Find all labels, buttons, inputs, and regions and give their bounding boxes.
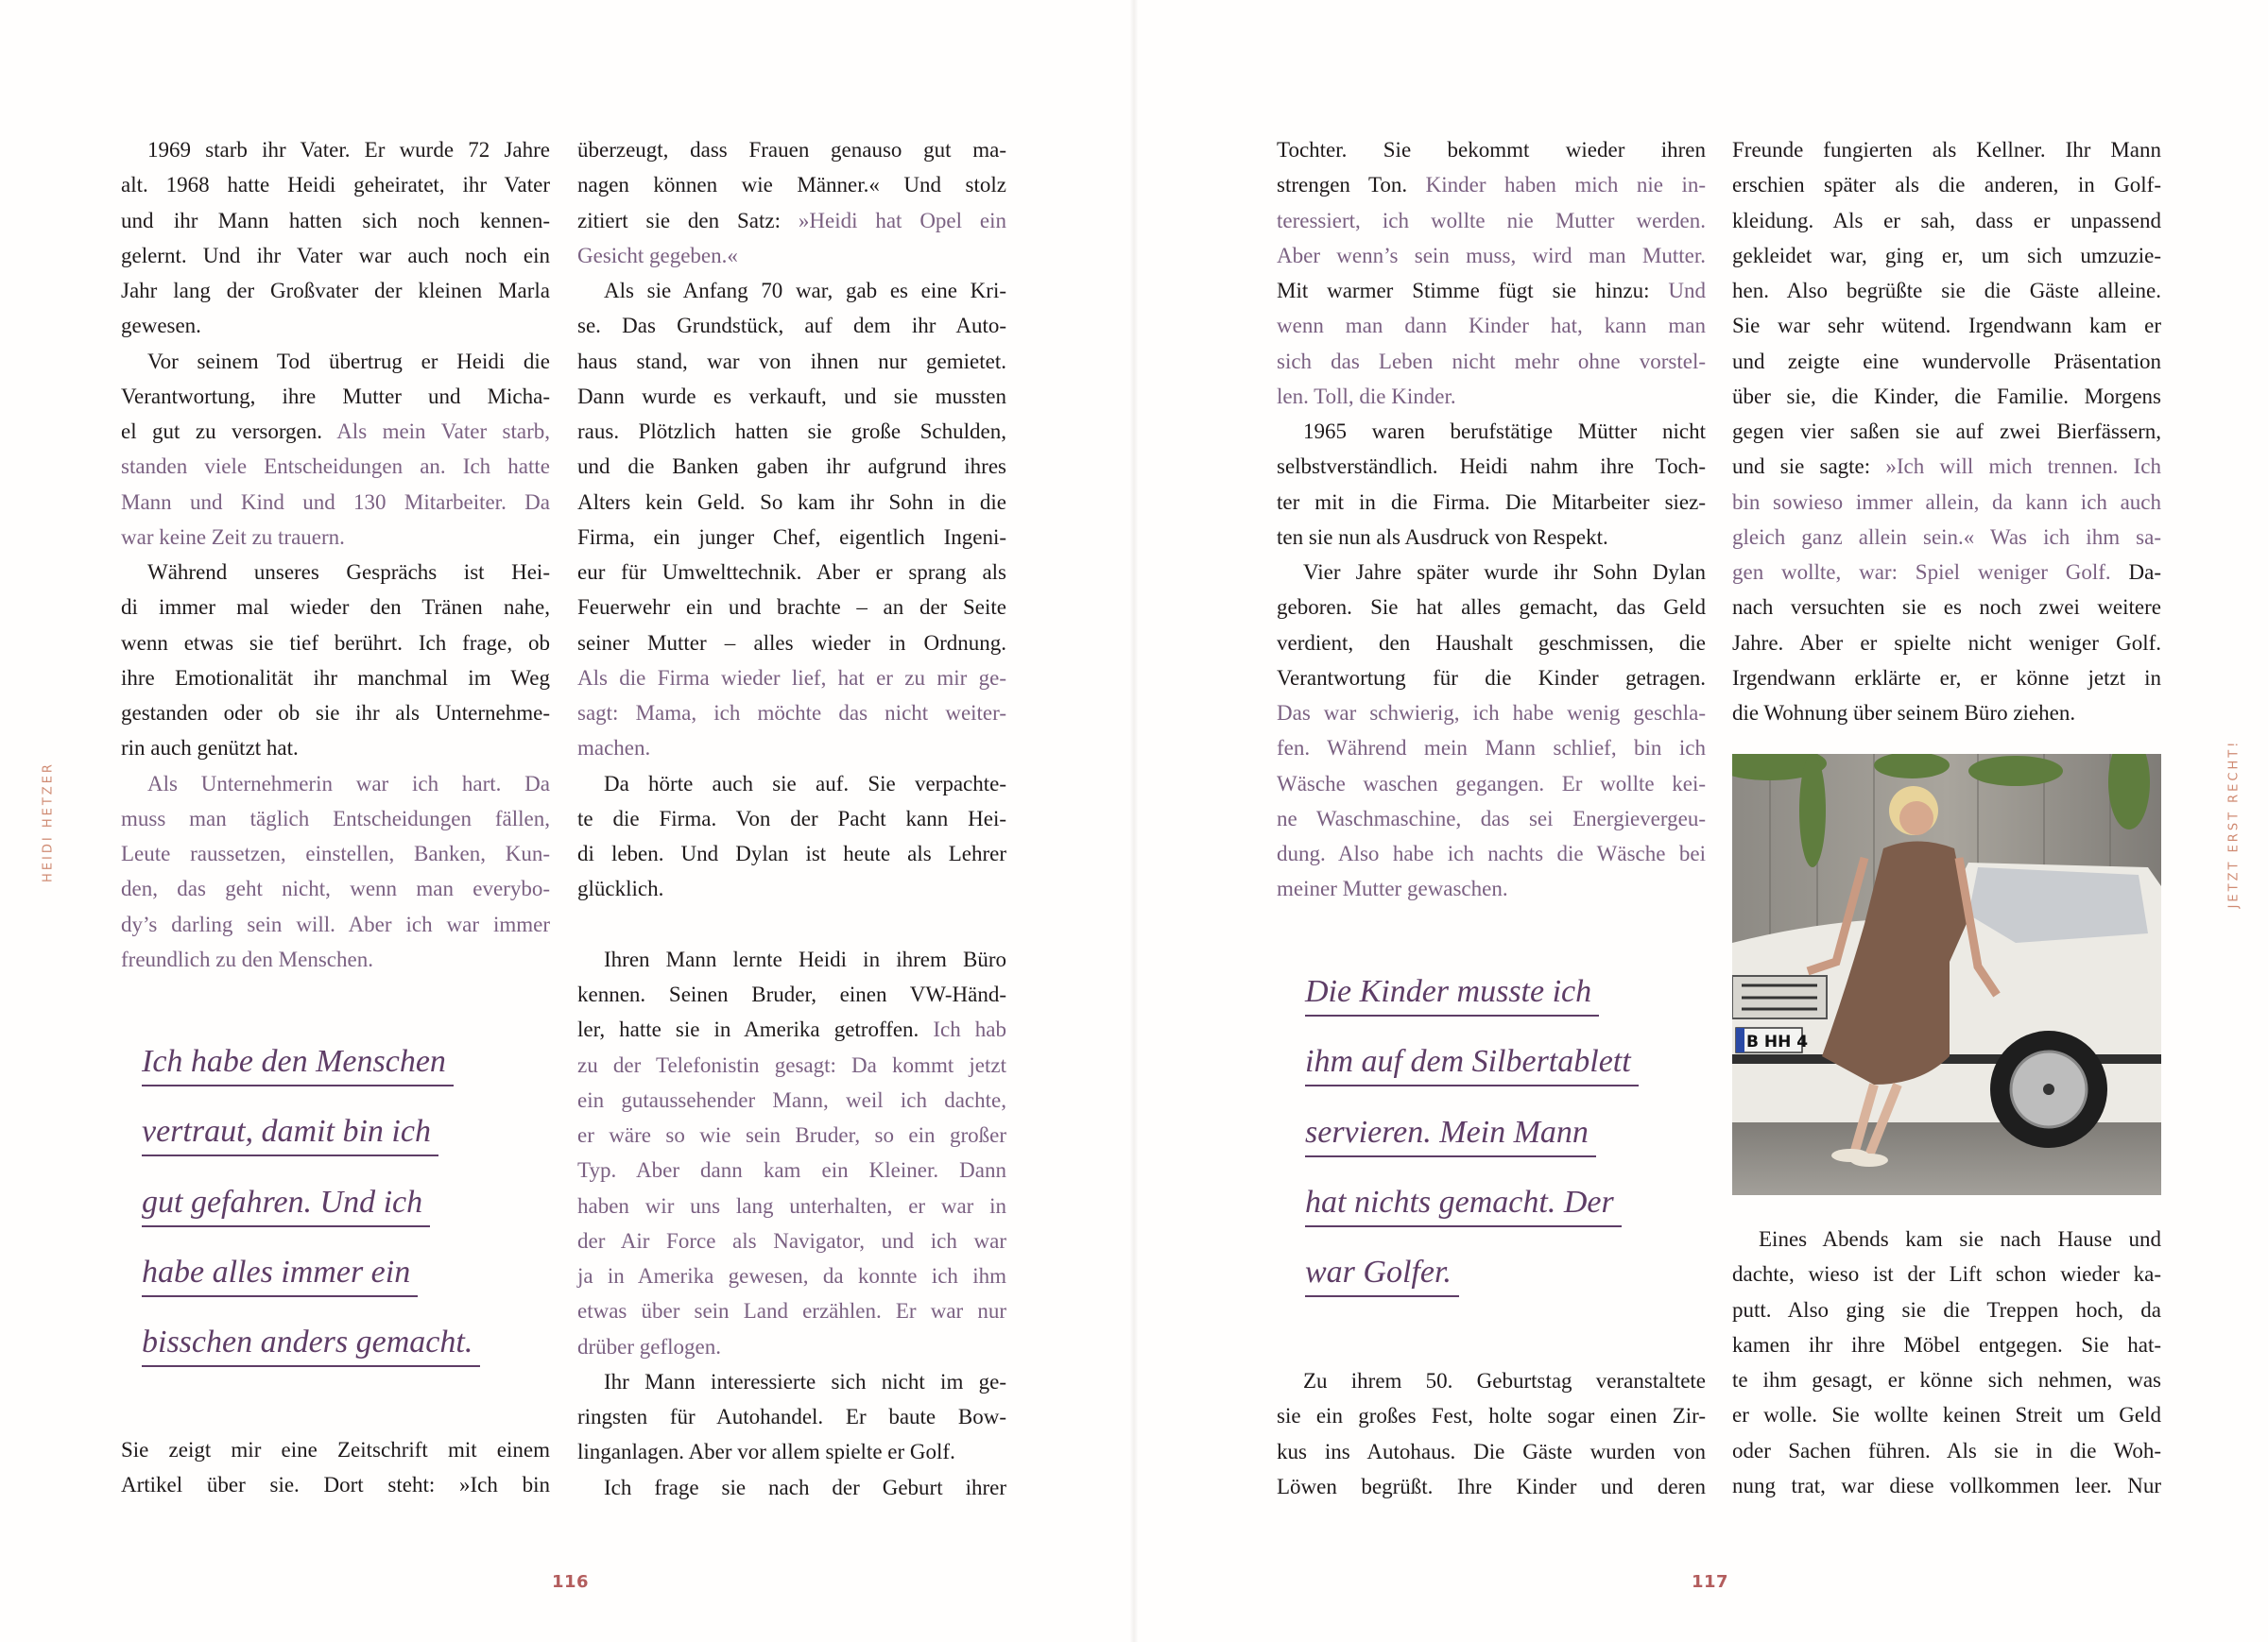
- text-line: [1277, 590, 1706, 624]
- text-line: [121, 1432, 550, 1467]
- pull-quote-text: servieren. Mein Mann: [1305, 1115, 1596, 1157]
- text-line: [577, 344, 1006, 379]
- text-line: [121, 871, 550, 906]
- text-line: [1732, 520, 2161, 555]
- text-line: [121, 555, 550, 590]
- body-text: er wolle. Sie wollte keinen Streit um Geld: [1732, 1403, 2161, 1428]
- text-line: [1277, 485, 1706, 520]
- body-text: verdient, den Haushalt geschmissen, die: [1277, 630, 1706, 655]
- body-text: kamen ihr ihre Möbel entgegen. Sie hat-: [1732, 1332, 2161, 1357]
- photo-image: [1732, 754, 2161, 1195]
- body-text: ringsten für Autohandel. Er baute Bow-: [577, 1405, 1006, 1428]
- body-text: kleidung. Als er sah, dass er unpassend: [1732, 208, 2161, 232]
- quoted-speech: wenn man dann Kinder hat, kann man: [1277, 314, 1706, 338]
- quoted-speech: fen. Während mein Mann schlief, bin ich: [1277, 736, 1706, 761]
- quoted-speech: Das war schwierig, ich habe wenig geschla-: [1277, 701, 1706, 725]
- text-line: [577, 1189, 1006, 1223]
- pull-quote-text: vertraut, damit bin ich: [142, 1114, 438, 1156]
- body-text: Da hörte auch sie auf. Sie verpachte-: [604, 771, 1006, 795]
- text-line: [1732, 1433, 2161, 1468]
- pull-quote-text: Die Kinder musste ich: [1305, 974, 1599, 1017]
- body-text: und sie sagte:: [1732, 454, 1886, 479]
- body-text: geboren. Sie hat alles gemacht, das Geld: [1277, 595, 1706, 620]
- text-line: [577, 1399, 1006, 1434]
- text-line: [577, 836, 1006, 871]
- text-line: [121, 1467, 550, 1502]
- text-line: [577, 520, 1006, 555]
- body-text: Während unseres Gesprächs ist Hei-: [147, 560, 550, 584]
- quoted-speech: »Ich will mich trennen. Ich: [1885, 454, 2161, 479]
- text-line: [1732, 1397, 2161, 1432]
- page-number-left: 116: [552, 1572, 590, 1592]
- body-text: und die Banken gaben ihr aufgrund ihres: [577, 454, 1006, 479]
- text-line: [1732, 485, 2161, 520]
- body-text: ihre Emotionalität ihr manchmal im Weg: [121, 665, 550, 690]
- quoted-speech: sagt: Mama, ich möchte das nicht weiter-: [577, 701, 1006, 725]
- text-line: [121, 942, 550, 977]
- pull-quote-line: [142, 1308, 576, 1377]
- text-line: [1277, 167, 1706, 202]
- text-line: [577, 695, 1006, 730]
- text-line: [121, 695, 550, 730]
- text-line: [1732, 344, 2161, 379]
- body-text: Ich frage sie nach der Geburt ihrer: [604, 1475, 1006, 1499]
- body-text: Sie zeigt mir eine Zeitschrift mit einem: [121, 1438, 550, 1462]
- text-line: [1732, 555, 2161, 590]
- quoted-speech: meiner Mutter gewaschen.: [1277, 877, 1508, 901]
- body-text: kus ins Autohaus. Die Gäste wurden von: [1277, 1439, 1706, 1463]
- text-line: [1277, 871, 1706, 906]
- quoted-speech: Ich hab: [933, 1018, 1007, 1042]
- body-text: Freunde fungierten als Kellner. Ihr Mann: [1732, 138, 2161, 162]
- text-line: [121, 520, 550, 555]
- text-line: [121, 766, 550, 801]
- body-text: Verantwortung, ihre Mutter und Micha-: [121, 384, 550, 408]
- text-line: [1732, 414, 2161, 449]
- photo-heidi-with-car: [1732, 754, 2161, 1195]
- column-3-text: [1277, 132, 1706, 907]
- text-line: [1277, 449, 1706, 484]
- text-line: [121, 132, 550, 167]
- body-text: Verantwortung für die Kinder getragen.: [1277, 665, 1706, 690]
- text-line: [1732, 1222, 2161, 1257]
- text-line: [1732, 238, 2161, 273]
- text-line: [1277, 625, 1706, 660]
- text-line: [577, 942, 1006, 977]
- column-1-text: [121, 132, 550, 977]
- body-text: gekleidet war, ging er, um sich umzuzie-: [1732, 243, 2161, 267]
- body-text: Jahr lang der Großvater der kleinen Marla: [121, 279, 550, 302]
- body-text: nach versuchten sie es noch zwei weitere: [1732, 595, 2161, 620]
- quoted-speech: dy’s darling sein will. Aber ich war immer: [121, 912, 550, 936]
- text-line: [1732, 1468, 2161, 1503]
- body-text: raus. Plötzlich hatten sie große Schulden,: [577, 419, 1006, 443]
- text-line: [121, 308, 550, 343]
- text-line: [1277, 836, 1706, 871]
- text-line: [1277, 1398, 1706, 1433]
- pull-quote-line: [1305, 1238, 1740, 1308]
- text-line: [577, 801, 1006, 836]
- body-text: und ihr Mann hatten sich noch kennen-: [121, 208, 550, 232]
- body-text: Ihren Mann lernte Heidi in ihrem Büro: [604, 947, 1006, 971]
- text-line: [1732, 695, 2161, 730]
- text-line: [1277, 238, 1706, 273]
- quoted-speech: gleich ganz allein sein.« Was ich ihm sa-: [1732, 524, 2161, 549]
- body-text: Feuerwehr ein und brachte – an der Seite: [577, 595, 1006, 620]
- body-text: gegen vier saßen sie auf zwei Bierfässern,: [1732, 419, 2161, 443]
- body-text: Ihr Mann interessierte sich nicht im ge-: [604, 1369, 1006, 1394]
- text-line: [121, 203, 550, 238]
- text-line: [1277, 344, 1706, 379]
- text-line: [1732, 1327, 2161, 1362]
- body-text: alt. 1968 hatte Heidi geheiratet, ihr Vater: [121, 173, 550, 197]
- body-text: kennen. Seinen Bruder, einen VW-Händ-: [577, 983, 1006, 1006]
- body-text: und zeigte eine wundervolle Präsentation: [1732, 349, 2161, 373]
- text-line: [1277, 308, 1706, 343]
- text-line: [577, 485, 1006, 520]
- text-line: [1277, 520, 1706, 555]
- text-line: [577, 1083, 1006, 1118]
- body-text: erschien später als die anderen, in Golf-: [1732, 173, 2161, 197]
- quoted-speech: Mann und Kind und 130 Mitarbeiter. Da: [121, 489, 550, 514]
- quoted-speech: dung. Also habe ich nachts die Wäsche bei: [1277, 842, 1706, 865]
- text-line: [577, 379, 1006, 414]
- column-4-text: [1732, 132, 2161, 730]
- text-line: [1277, 695, 1706, 730]
- body-text: ter mit in die Firma. Die Mitarbeiter siez-: [1277, 489, 1706, 514]
- body-text: putt. Also ging sie die Treppen hoch, da: [1732, 1297, 2161, 1322]
- body-text: te ihm gesagt, er könne sich nehmen, was: [1732, 1368, 2161, 1392]
- blank-line: [577, 907, 1006, 942]
- body-text: gestanden oder ob sie ihr als Unternehme-: [121, 701, 550, 725]
- text-line: [121, 273, 550, 308]
- body-text: Eines Abends kam sie nach Hause und: [1759, 1227, 2161, 1251]
- pull-quote-text: Ich habe den Menschen: [142, 1044, 454, 1086]
- body-text: el gut zu versorgen.: [121, 419, 337, 443]
- quoted-speech: haben wir uns lang unterhalten, er war in: [577, 1193, 1006, 1218]
- quoted-speech: drüber geflogen.: [577, 1334, 721, 1359]
- text-line: [121, 167, 550, 202]
- text-line: [577, 730, 1006, 765]
- text-line: [577, 1434, 1006, 1469]
- pull-quote-text: ihm auf dem Silbertablett: [1305, 1044, 1639, 1086]
- body-text: zitiert sie den Satz:: [577, 208, 799, 232]
- quoted-speech: Und: [1668, 279, 1706, 302]
- text-line: [121, 907, 550, 942]
- quoted-speech: er wäre so wie sein Bruder, so ein großer: [577, 1123, 1006, 1147]
- quoted-speech: zu der Telefonistin gesagt: Da kommt jetzt: [577, 1052, 1006, 1077]
- quoted-speech: muss man täglich Entscheidungen fällen,: [121, 806, 550, 830]
- quoted-speech: Als Unternehmerin war ich hart. Da: [147, 771, 550, 795]
- text-line: [121, 625, 550, 660]
- text-line: [577, 308, 1006, 343]
- text-line: [1277, 801, 1706, 836]
- body-text: Da-: [2110, 560, 2161, 584]
- body-text: gelernt. Und ihr Vater war auch noch ein: [121, 243, 550, 267]
- text-line: [577, 555, 1006, 590]
- body-text: die Wohnung über seinem Büro ziehen.: [1732, 701, 2076, 725]
- body-text: Jahre. Aber er spielte nicht weniger Golf.: [1732, 630, 2161, 655]
- text-line: [577, 449, 1006, 484]
- body-text: eur für Umwelttechnik. Aber er sprang als: [577, 560, 1006, 584]
- pull-quote-2: [1305, 957, 1740, 1308]
- quoted-speech: »Heidi hat Opel ein: [798, 208, 1006, 232]
- text-line: [1277, 730, 1706, 765]
- pull-quote-line: [142, 1097, 576, 1167]
- text-line: [577, 1329, 1006, 1364]
- body-text: 1965 waren berufstätige Mütter nicht: [1303, 419, 1706, 443]
- text-line: [1732, 1257, 2161, 1291]
- body-text: di immer mal wieder den Tränen nahe,: [121, 595, 550, 620]
- pull-quote-text: war Golfer.: [1305, 1255, 1459, 1297]
- quoted-speech: bin sowieso immer allein, da kann ich auch: [1732, 489, 2161, 514]
- text-line: [577, 1118, 1006, 1153]
- pull-quote-line: [142, 1027, 576, 1097]
- body-text: ler, hatte sie in Amerika getroffen.: [577, 1018, 934, 1042]
- quoted-speech: Als die Firma wieder lief, hat er zu mir ge-: [577, 665, 1006, 690]
- quoted-speech: gen wollte, war: Spiel weniger Golf.: [1732, 560, 2111, 584]
- text-line: [1277, 1469, 1706, 1504]
- text-line: [1277, 379, 1706, 414]
- text-line: [1732, 167, 2161, 202]
- quoted-speech: Als mein Vater starb,: [336, 419, 550, 443]
- text-line: [121, 379, 550, 414]
- text-line: [577, 1364, 1006, 1399]
- text-line: [1732, 203, 2161, 238]
- body-text: ten sie nun als Ausdruck von Respekt.: [1277, 524, 1608, 549]
- body-text: Irgendwann erklärte er, er könne jetzt in: [1732, 665, 2161, 690]
- pull-quote-text: bisschen anders gemacht.: [142, 1325, 480, 1367]
- column-4-text-continued: [1732, 1222, 2161, 1503]
- text-line: [121, 485, 550, 520]
- text-line: [121, 801, 550, 836]
- pull-quote-line: [1305, 957, 1740, 1027]
- body-text: haus stand, war von ihnen nur gemietet.: [577, 349, 1006, 373]
- body-text: Artikel über sie. Dort steht: »Ich bin: [121, 1473, 550, 1497]
- body-text: Sie war sehr wütend. Irgendwann kam er: [1732, 314, 2161, 338]
- body-text: 1969 starb ihr Vater. Er wurde 72 Jahre: [147, 138, 550, 162]
- body-text: glücklich.: [577, 877, 664, 901]
- quoted-speech: ein gutaussehender Mann, weil ich dachte,: [577, 1087, 1006, 1112]
- text-line: [577, 766, 1006, 801]
- license-plate: B HH 4: [1746, 1033, 1809, 1052]
- quoted-speech: Typ. Aber dann kam ein Kleiner. Dann: [577, 1158, 1006, 1183]
- body-text: überzeugt, dass Frauen genauso gut ma-: [577, 138, 1006, 162]
- body-text: Zu ihrem 50. Geburtstag veranstaltete: [1303, 1369, 1706, 1393]
- text-line: [121, 238, 550, 273]
- text-line: [1732, 1362, 2161, 1397]
- text-line: [1277, 555, 1706, 590]
- text-line: [1732, 449, 2161, 484]
- text-line: [1277, 414, 1706, 449]
- body-text: strengen Ton.: [1277, 173, 1426, 197]
- text-line: [577, 625, 1006, 660]
- text-line: [577, 167, 1006, 202]
- quoted-speech: ne Waschmaschine, das sei Energievergeu-: [1277, 806, 1706, 830]
- body-text: linganlagen. Aber vor allem spielte er Golf.: [577, 1440, 955, 1464]
- text-line: [577, 203, 1006, 238]
- quoted-speech: freundlich zu den Menschen.: [121, 947, 373, 971]
- pull-quote-line: [1305, 1098, 1740, 1168]
- text-line: [121, 590, 550, 624]
- quoted-speech: Wäsche waschen gegangen. Er wollte kei-: [1277, 771, 1706, 795]
- quoted-speech: sich das Leben nicht mehr ohne vorstel-: [1277, 349, 1706, 373]
- body-text: Vor seinem Tod übertrug er Heidi die: [147, 349, 550, 373]
- text-line: [121, 344, 550, 379]
- text-line: [577, 132, 1006, 167]
- body-text: Mit warmer Stimme fügt sie hinzu:: [1277, 279, 1669, 302]
- quoted-speech: Kinder haben mich nie in-: [1425, 173, 1706, 197]
- body-text: sie ein großes Fest, holte sogar einen Zir-: [1277, 1404, 1706, 1428]
- pull-quote-line: [1305, 1168, 1740, 1238]
- text-line: [577, 871, 1006, 906]
- body-text: selbstverständlich. Heidi nahm ihre Toch-: [1277, 454, 1706, 479]
- quoted-speech: der Air Force als Navigator, und ich war: [577, 1228, 1006, 1253]
- body-text: se. Das Grundstück, auf dem ihr Auto-: [577, 314, 1006, 338]
- body-text: te die Firma. Von der Pacht kann Hei-: [577, 806, 1006, 830]
- text-line: [1732, 660, 2161, 695]
- text-line: [1277, 660, 1706, 695]
- body-text: wenn etwas sie tief berührt. Ich frage, ob: [121, 630, 550, 655]
- running-head-title: JETZT ERST RECHT!: [2226, 739, 2242, 909]
- body-text: nung trat, war diese vollkommen leer. Nur: [1732, 1473, 2161, 1497]
- text-line: [1277, 203, 1706, 238]
- pull-quote-line: [142, 1238, 576, 1308]
- pull-quote-line: [1305, 1027, 1740, 1097]
- body-text: dachte, wieso ist der Lift schon wieder ka-: [1732, 1262, 2161, 1287]
- text-line: [577, 1048, 1006, 1083]
- quoted-speech: machen.: [577, 736, 651, 761]
- pull-quote-text: habe alles immer ein: [142, 1255, 418, 1297]
- quoted-speech: len. Toll, die Kinder.: [1277, 384, 1456, 408]
- text-line: [1732, 1292, 2161, 1327]
- quoted-speech: etwas über sein Land erzählen. Er war nur: [577, 1299, 1006, 1324]
- text-line: [577, 1293, 1006, 1328]
- quoted-speech: ja in Amerika gewesen, da konnte ich ihm: [577, 1264, 1006, 1288]
- column-1-text-continued: [121, 1432, 550, 1503]
- body-text: Firma, ein junger Chef, eigentlich Ingeni-: [577, 524, 1006, 549]
- text-line: [577, 1153, 1006, 1188]
- body-text: Vier Jahre später wurde ihr Sohn Dylan: [1303, 560, 1706, 584]
- body-text: Alters kein Geld. So kam ihr Sohn in die: [577, 489, 1006, 514]
- text-line: [1732, 132, 2161, 167]
- column-2-text: [577, 132, 1006, 1505]
- body-text: Dann wurde es verkauft, und sie mussten: [577, 384, 1006, 408]
- text-line: [577, 660, 1006, 695]
- text-line: [577, 1012, 1006, 1047]
- text-line: [577, 590, 1006, 624]
- text-line: [1732, 308, 2161, 343]
- column-3-text-continued: [1277, 1363, 1706, 1504]
- text-line: [577, 1470, 1006, 1505]
- text-line: [1732, 625, 2161, 660]
- text-line: [1732, 590, 2161, 624]
- text-line: [1277, 1363, 1706, 1398]
- body-text: seiner Mutter – alles wieder in Ordnung.: [577, 630, 1006, 655]
- text-line: [121, 414, 550, 449]
- body-text: Tochter. Sie bekommt wieder ihren: [1277, 138, 1706, 162]
- text-line: [1277, 273, 1706, 308]
- quoted-speech: war keine Zeit zu trauern.: [121, 524, 345, 549]
- text-line: [121, 449, 550, 484]
- text-line: [1277, 766, 1706, 801]
- quoted-speech: standen viele Entscheidungen an. Ich hatte: [121, 454, 550, 479]
- book-gutter: [1130, 0, 1138, 1642]
- body-text: Löwen begrüßt. Ihre Kinder und deren: [1277, 1474, 1706, 1498]
- text-line: [121, 660, 550, 695]
- text-line: [1732, 379, 2161, 414]
- running-head-author: HEIDI HETZER: [41, 761, 56, 882]
- text-line: [577, 1258, 1006, 1293]
- quoted-speech: teressiert, ich wollte nie Mutter werden.: [1277, 208, 1706, 232]
- text-line: [577, 977, 1006, 1012]
- text-line: [577, 238, 1006, 273]
- pull-quote-text: hat nichts gemacht. Der: [1305, 1185, 1622, 1227]
- body-text: hen. Also begrüßte sie die Gäste alleine.: [1732, 279, 2161, 302]
- body-text: di leben. Und Dylan ist heute als Lehrer: [577, 842, 1006, 865]
- body-text: gewesen.: [121, 314, 201, 338]
- text-line: [121, 730, 550, 765]
- body-text: Als sie Anfang 70 war, gab es eine Kri-: [604, 279, 1006, 302]
- quoted-speech: den, das geht nicht, wenn man everybo-: [121, 877, 550, 901]
- text-line: [121, 836, 550, 871]
- body-text: über sie, die Kinder, die Familie. Morgens: [1732, 384, 2161, 408]
- text-line: [577, 1223, 1006, 1258]
- page-number-right: 117: [1692, 1572, 1729, 1592]
- text-line: [1732, 273, 2161, 308]
- text-line: [577, 273, 1006, 308]
- body-text: rin auch genützt hat.: [121, 736, 299, 761]
- pull-quote-text: gut gefahren. Und ich: [142, 1185, 430, 1227]
- quoted-speech: Leute raussetzen, einstellen, Banken, Kun-: [121, 842, 550, 865]
- quoted-speech: Aber wenn’s sein muss, wird man Mutter.: [1277, 243, 1706, 267]
- body-text: oder Sachen führen. Als sie in die Woh-: [1732, 1438, 2161, 1462]
- quoted-speech: Gesicht gegeben.«: [577, 243, 738, 267]
- pull-quote-line: [142, 1168, 576, 1238]
- body-text: nagen können wie Männer.« Und stolz: [577, 173, 1006, 197]
- text-line: [1277, 1434, 1706, 1469]
- text-line: [1277, 132, 1706, 167]
- text-line: [577, 414, 1006, 449]
- pull-quote-1: [142, 1027, 576, 1377]
